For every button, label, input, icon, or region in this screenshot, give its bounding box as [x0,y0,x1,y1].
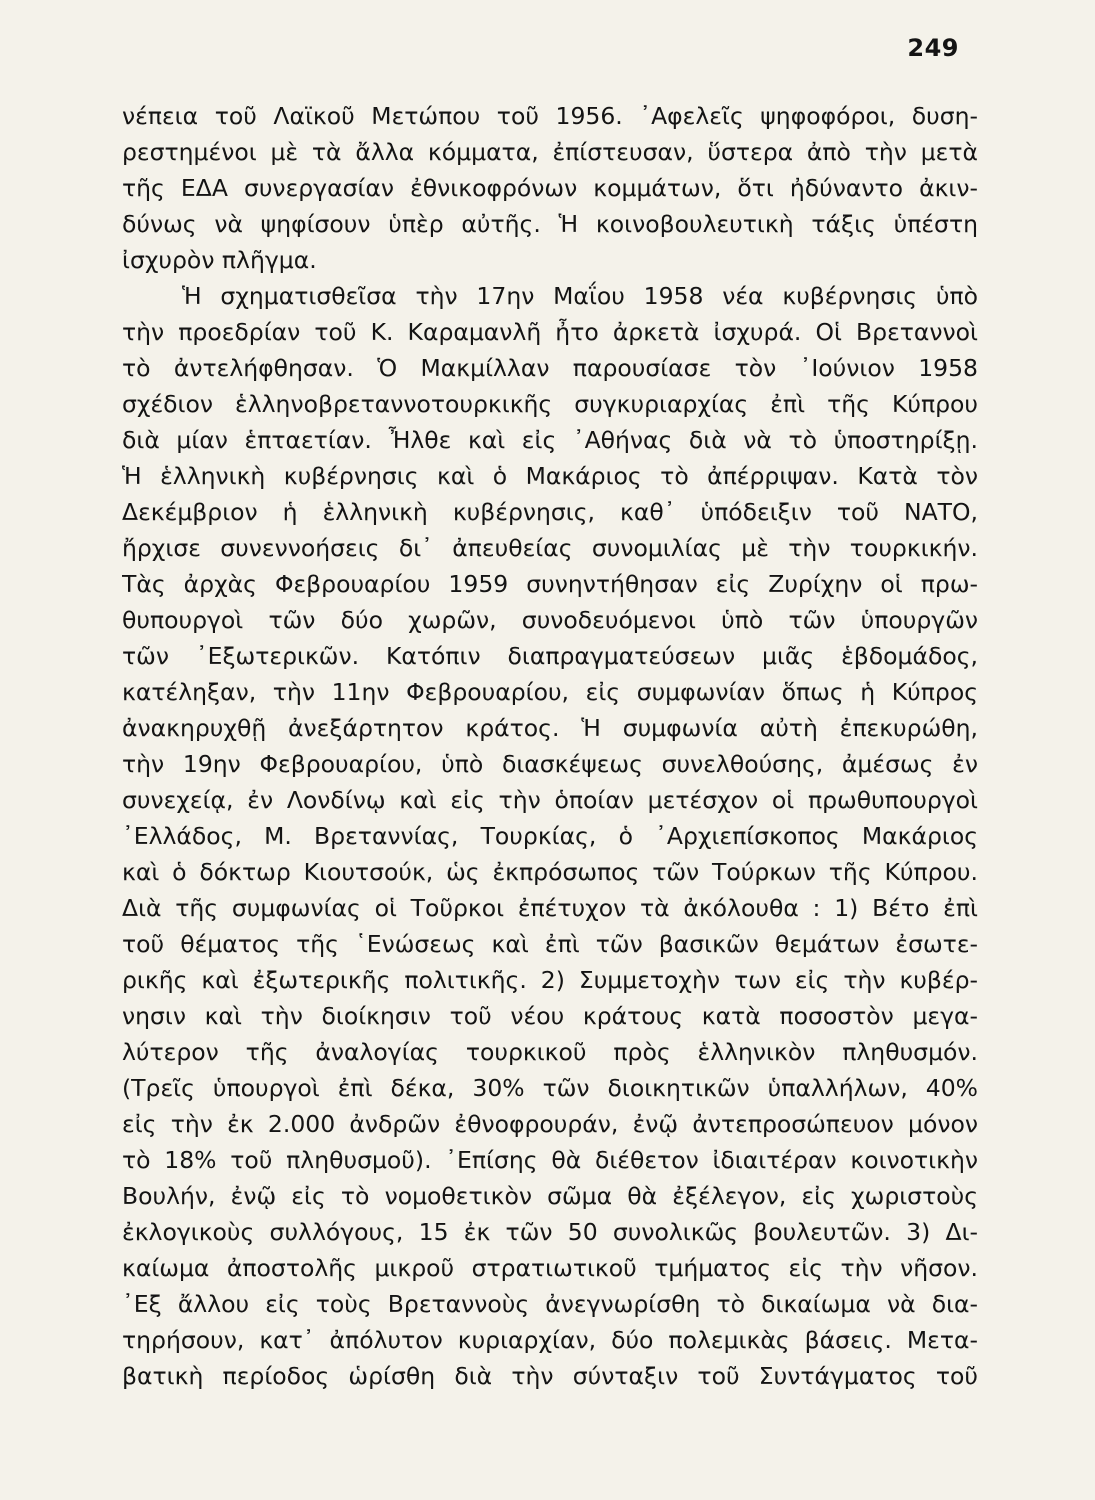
text-line: Βουλήν, ἐνῷ εἰς τὸ νομοθετικὸν σῶμα θὰ ἐξέλεγον, εἰς χωριστοὺς [122,1182,978,1210]
text-line: δύνως νὰ ψηφίσουν ὑπὲρ αὐτῆς. Ἡ κοινοβουλευτικὴ τάξις ὑπέστη [122,210,978,238]
page-number: 249 [907,34,959,62]
text-line: τὸ ἀντελήφθησαν. Ὁ Μακμίλλαν παρουσίασε τὸν ᾿Ιούνιον 1958 [122,354,978,382]
text-line: διὰ μίαν ἑπταετίαν. Ἦλθε καὶ εἰς ᾿Αθήνας διὰ νὰ τὸ ὑποστηρίξῃ. [122,426,978,454]
body-text [122,98,978,1394]
text-line: τὴν 19ην Φεβρουαρίου, ὑπὸ διασκέψεως συνελθούσης, ἀμέσως ἐν [122,750,978,778]
text-line: Τὰς ἀρχὰς Φεβρουαρίου 1959 συνηντήθησαν εἰς Ζυρίχην οἱ πρω- [122,570,978,598]
text-line: τῶν ᾿Εξωτερικῶν. Κατόπιν διαπραγματεύσεων μιᾶς ἑβδομάδος, [122,642,978,670]
text-line: Ἡ σχηματισθεῖσα τὴν 17ην Μαΐου 1958 νέα κυβέρνησις ὑπὸ [182,282,978,310]
text-line: βατικὴ περίοδος ὡρίσθη διὰ τὴν σύνταξιν τοῦ Συντάγματος τοῦ [122,1362,978,1390]
text-line: κατέληξαν, τὴν 11ην Φεβρουαρίου, εἰς συμφωνίαν ὅπως ἡ Κύπρος [122,678,978,706]
text-line: Διὰ τῆς συμφωνίας οἱ Τοῦρκοι ἐπέτυχον τὰ ἀκόλουθα : 1) Βέτο ἐπὶ [122,894,978,922]
text-line: εἰς τὴν ἐκ 2.000 ἀνδρῶν ἐθνοφρουράν, ἐνῷ ἀντεπροσώπευον μόνον [122,1110,978,1138]
text-line: τῆς ΕΔΑ συνεργασίαν ἐθνικοφρόνων κομμάτων, ὅτι ἠδύναντο ἀκιν- [122,174,978,202]
text-line: ἐκλογικοὺς συλλόγους, 15 ἐκ τῶν 50 συνολικῶς βουλευτῶν. 3) Δι- [122,1218,978,1246]
text-line: (Τρεῖς ὑπουργοὶ ἐπὶ δέκα, 30% τῶν διοικητικῶν ὑπαλλήλων, 40% [122,1074,978,1102]
text-line: ᾿Ελλάδος, Μ. Βρεταννίας, Τουρκίας, ὁ ᾿Αρχιεπίσκοπος Μακάριος [122,822,978,850]
text-line: θυπουργοὶ τῶν δύο χωρῶν, συνοδευόμενοι ὑπὸ τῶν ὑπουργῶν [122,606,978,634]
text-line: λύτερον τῆς ἀναλογίας τουρκικοῦ πρὸς ἑλληνικὸν πληθυσμόν. [122,1038,978,1066]
text-line: νέπεια τοῦ Λαϊκοῦ Μετώπου τοῦ 1956. ᾿Αφελεῖς ψηφοφόροι, δυση- [122,102,978,130]
text-line: ἀνακηρυχθῇ ἀνεξάρτητον κράτος. Ἡ συμφωνία αὐτὴ ἐπεκυρώθη, [122,714,978,742]
text-line: τὸ 18% τοῦ πληθυσμοῦ). ᾿Επίσης θὰ διέθετον ἰδιαιτέραν κοινοτικὴν [122,1146,978,1174]
text-line: Δεκέμβριον ἡ ἑλληνικὴ κυβέρνησις, καθ᾿ ὑπόδειξιν τοῦ ΝΑΤΟ, [122,498,978,526]
text-line: καὶ ὁ δόκτωρ Κιουτσούκ, ὡς ἐκπρόσωπος τῶν Τούρκων τῆς Κύπρου. [122,858,978,886]
text-line: ἤρχισε συνεννοήσεις δι᾿ ἀπευθείας συνομιλίας μὲ τὴν τουρκικήν. [122,534,978,562]
text-line: ρεστημένοι μὲ τὰ ἄλλα κόμματα, ἐπίστευσαν, ὕστερα ἀπὸ τὴν μετὰ [122,138,978,166]
text-line: ἰσχυρὸν πλῆγμα. [122,246,317,274]
text-line: νησιν καὶ τὴν διοίκησιν τοῦ νέου κράτους κατὰ ποσοστὸν μεγα- [122,1002,978,1030]
text-line: τοῦ θέματος τῆς ῾Ενώσεως καὶ ἐπὶ τῶν βασικῶν θεμάτων ἐσωτε- [122,930,978,958]
text-line: σχέδιον ἑλληνοβρεταννοτουρκικῆς συγκυριαρχίας ἐπὶ τῆς Κύπρου [122,390,978,418]
text-line: ρικῆς καὶ ἐξωτερικῆς πολιτικῆς. 2) Συμμετοχὴν των εἰς τὴν κυβέρ- [122,966,978,994]
text-line: καίωμα ἀποστολῆς μικροῦ στρατιωτικοῦ τμήματος εἰς τὴν νῆσον. [122,1254,978,1282]
text-line: τὴν προεδρίαν τοῦ Κ. Καραμανλῆ ἦτο ἀρκετὰ ἰσχυρά. Οἱ Βρεταννοὶ [122,318,978,346]
text-line: τηρήσουν, κατ᾿ ἀπόλυτον κυριαρχίαν, δύο πολεμικὰς βάσεις. Μετα- [122,1326,978,1354]
text-line: ᾿Εξ ἄλλου εἰς τοὺς Βρεταννοὺς ἀνεγνωρίσθη τὸ δικαίωμα νὰ δια- [122,1290,978,1318]
text-line: Ἡ ἑλληνικὴ κυβέρνησις καὶ ὁ Μακάριος τὸ ἀπέρριψαν. Κατὰ τὸν [122,462,978,490]
text-line: συνεχείᾳ, ἐν Λονδίνῳ καὶ εἰς τὴν ὁποίαν μετέσχον οἱ πρωθυπουργοὶ [122,786,978,814]
